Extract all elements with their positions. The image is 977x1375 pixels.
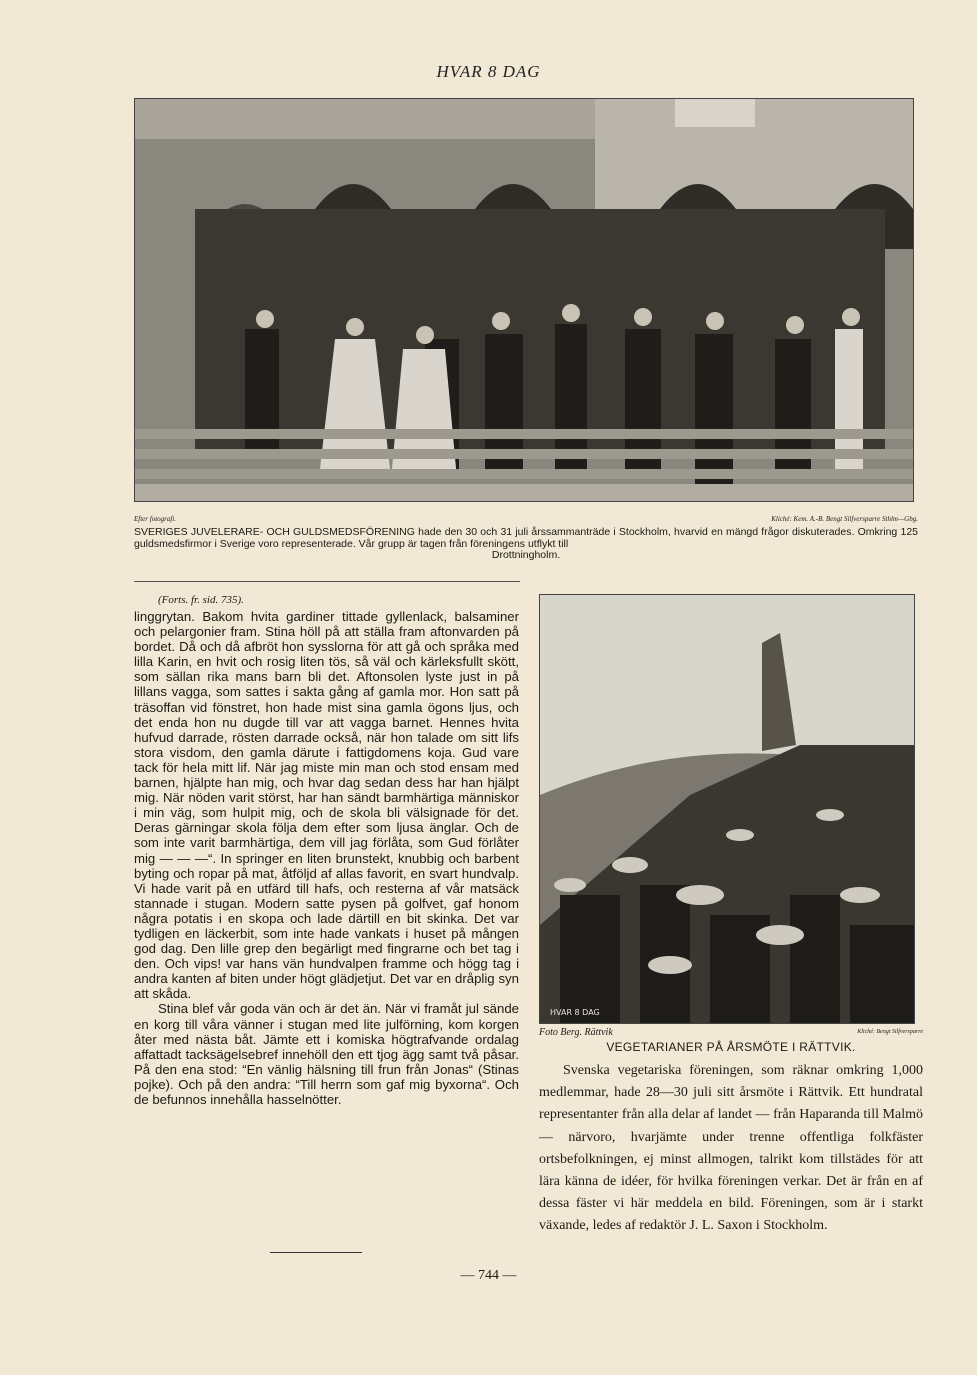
continued-from-note: (Forts. fr. sid. 735). <box>158 594 244 606</box>
section-divider <box>134 581 520 582</box>
photo2-caption: VEGETARIANER PÅ ÅRSMÖTE I RÄTTVIK. <box>606 1040 856 1054</box>
article-paragraph: Svenska vegetariska föreningen, som räknar omkring 1,000 medlemmar, hade 28—30 juli sitt årsmöte i Rättvik. Ett hundratal representanter från alla delar af landet — från Haparanda till Malmö — närvoro, hvarjämte under trenne offentliga folkfäster ortsbefolkningen, ej minst allmogen, talrikt kom tillstädes för att lära känna de idéer, för hvilka föreningen verkar. Det är från en af dessa fäster vi här meddela en bild. Föreningen, som är i starkt växande, ledes af redaktör J. L. Saxon i Stockholm. <box>539 1063 923 1234</box>
story-paragraph: Stina blef vår goda vän och är det än. När vi framåt jul sände en korg till våra vänner i stugan med lite julförning, kom korgen åter med nästa båt. Jämte ett i komiska högtrafvande ordalag affattadt tacksägelsebref innehöll den ett tjog ägg samt två påsar. På den ena stod: “En vänlig hälsning till frun från Jonas“ (Stinas pojke). Och på den andra: “Till herrn som gaf mig byxorna“. Och de befunnos innehålla hasselnötter. <box>134 1001 519 1107</box>
photo1-caption-last: Drottningholm. <box>491 549 561 561</box>
photo2-credit-right: Kliché: Bengt Silfversparre <box>857 1029 923 1035</box>
page-header: HVAR 8 DAG <box>436 62 541 81</box>
photo1-caption-text: SVERIGES JUVELERARE- OCH GULDSMEDSFÖRENING hade den 30 och 31 juli årssammanträde i Stockholm, hvarvid en mängd frågor diskuterades. Omkring 125 guldsmedsfirmor i Sverige voro representerade. Vår grupp är tagen från föreningens utflykt till <box>134 526 918 550</box>
vegetarian-article <box>539 1060 923 1238</box>
end-rule <box>270 1252 362 1253</box>
photo-illustration <box>135 99 913 501</box>
vegetarian-meeting-photo <box>539 594 915 1024</box>
story-column <box>134 609 519 1107</box>
photo1-caption <box>134 527 918 562</box>
photo1-credit-left: Efter fotografi. <box>134 515 176 523</box>
photo2-credits <box>539 1027 923 1039</box>
photo1-credits <box>134 515 918 525</box>
photo1-credit-right: Kliché: Kem. A.-B. Bengt Silfversparre Sthlm—Gbg. <box>771 515 918 523</box>
photo-illustration <box>540 595 914 1023</box>
story-paragraph: linggrytan. Bakom hvita gardiner tittade gyllenlack, balsaminer och pelargonier fram. Stina höll på att ställa fram aftonvarden på bordet. Då och då afbröt hon sysslorna för att gå och språka med lilla Karin, en hvit och rosig liten tös, så väl och kärleksfullt skött, som sällan rika mans barn bli det. Aftonsolen lyste just in på lillans vagga, som sattes i sakta gång af gamla mor. Hon satt på träsoffan vid fönstret, hon hade mist sina gamla ögons ljus, och det enda hon nu dugde till var att vagga barnet. Hennes hvita hufvud darrade, rösten darrade också, när hon talade om sitt lifs stora visdom, den gamla därute i fattigdomens koja. Gud vare tack för hela mitt lif. När jag miste min man och stod ensam med barnen, hjälpte han mig, och hvar dag sedan dess har han hjälpt mig. När nöden varit störst, har han sändt barmhärtiga människor i min väg, som hulpit mig, och de skola bli välsignade för det. Deras gärningar skola följa dem efter som ljusa änglar. Och de som inte varit barmhärtiga, dem vill jag förlåta, som Gud förlåter mig — — —“. In springer en liten brunstekt, knubbig och barbent byting och ropar på mat, åtföljd af allas favorit, en svart hundvalp. Vi hade varit på en utfärd till hafs, och resterna af vår matsäck stannade i stugan. Modern satte pysen på golfvet, gaf honom några potatis i en skopa och lade därtill en bit skinka. Det var tydligen en läckerbit, som inte hade vankats i huset på mången god dag. Den lille grep den begärligt med fingrarne och bet tag i den. Och vips! var hans vän hundvalpen framme och högg tag i andra kanten af biten under högt glädjetjut. Det var en dråplig syn att skåda. <box>134 609 519 1002</box>
photo2-credit-left: Foto Berg. Rättvik <box>539 1027 613 1038</box>
page-number: — 744 — <box>460 1268 517 1283</box>
photo2-watermark: HVAR 8 DAG <box>550 1008 600 1017</box>
group-photo-drottningholm <box>134 98 914 502</box>
